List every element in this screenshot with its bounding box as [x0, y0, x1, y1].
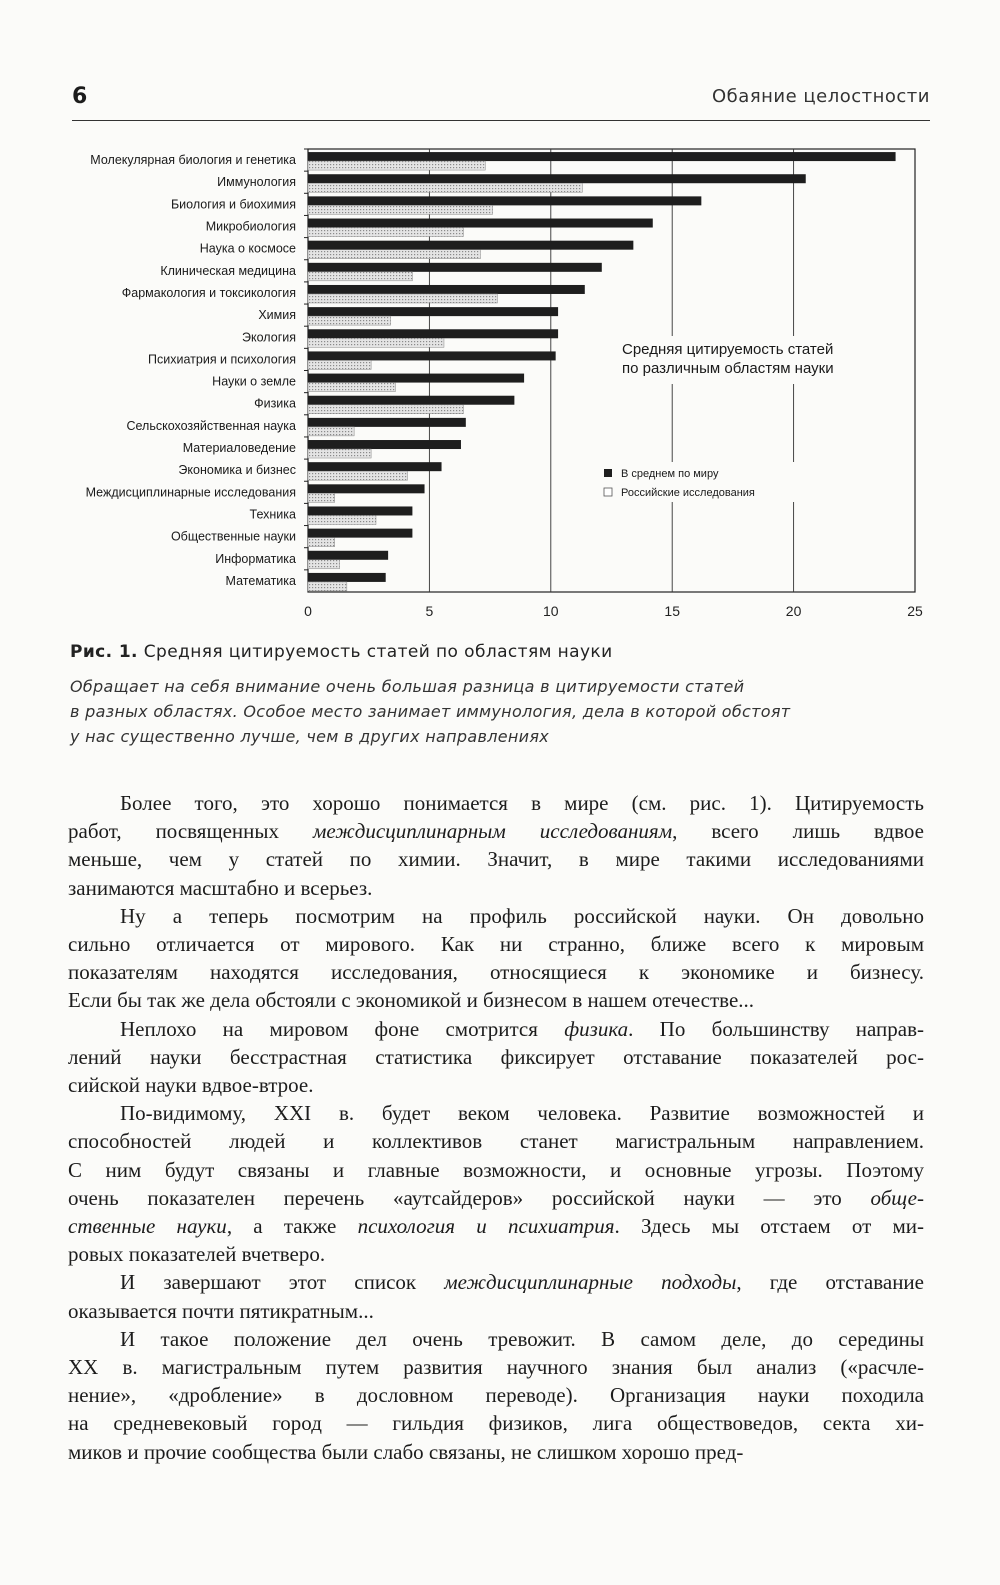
text-line [68, 1240, 924, 1268]
bar-world [308, 529, 412, 538]
caption-label: Рис. 1. [70, 642, 138, 662]
bar-russia [308, 427, 354, 436]
text-line [68, 1409, 924, 1437]
bar-russia [308, 515, 376, 524]
bar-russia [308, 449, 371, 458]
italic-term: психология и психиатрия [357, 1214, 615, 1239]
bar-world [308, 573, 386, 582]
text-run: показателям находятся исследования, относящиеся к экономике и бизнесу. [68, 960, 924, 985]
category-label: Иммунология [217, 175, 296, 190]
bar-world [308, 440, 461, 449]
italic-term: ственные науки [68, 1214, 227, 1239]
text-run: работ, посвященных [68, 819, 314, 844]
figure-caption [70, 642, 950, 749]
text-line [68, 845, 924, 873]
bar-russia [308, 338, 444, 347]
text-run: сильно отличается от мирового. Как ни странно, ближе всего к мировым [68, 932, 924, 957]
body-paragraph [68, 1268, 924, 1324]
x-tick-label: 0 [304, 603, 312, 619]
x-tick-label: 5 [425, 603, 434, 619]
category-label: Математика [225, 573, 296, 588]
text-line [68, 1381, 924, 1409]
body-paragraph [68, 1325, 924, 1466]
text-line [68, 789, 924, 817]
text-line [68, 1325, 924, 1353]
category-label: Техника [249, 507, 296, 522]
caption-title-text: Средняя цитируемость статей по областям науки [143, 642, 613, 662]
category-label: Экология [242, 330, 296, 345]
text-run: Более того, это хорошо понимается в мире (см. рис. 1). Цитируемость [120, 791, 924, 815]
bar-world [308, 484, 425, 493]
body-paragraph [68, 1099, 924, 1268]
bar-russia [308, 205, 493, 214]
bar-world [308, 551, 388, 560]
category-label: Клиническая медицина [160, 263, 296, 278]
text-line [68, 1099, 924, 1127]
bar-russia [308, 471, 408, 480]
bar-russia [308, 538, 335, 547]
bar-world [308, 307, 558, 316]
text-run: занимаются масштабно и всерьез. [68, 875, 373, 900]
x-tick-label: 25 [907, 603, 923, 619]
italic-term: обще- [870, 1185, 924, 1210]
text-run: миков и прочие сообщества были слабо связаны, не слишком хорошо пред- [68, 1439, 744, 1464]
bar-world [308, 329, 558, 338]
category-label: Науки о земле [212, 374, 296, 389]
category-label: Микробиология [205, 219, 296, 234]
bar-russia [308, 493, 335, 502]
bar-russia [308, 316, 391, 325]
text-run: По-видимому, XXI в. будет веком человека. Развитие возможностей и [120, 1101, 924, 1126]
chart-svg [60, 140, 940, 630]
category-label: Материаловедение [182, 441, 296, 456]
bar-russia [308, 560, 340, 569]
legend-swatch-world [604, 469, 612, 477]
text-line [68, 930, 924, 958]
bar-world [308, 374, 524, 383]
bar-russia [308, 294, 497, 303]
text-run: , где отставание [736, 1270, 924, 1295]
category-label: Биология и биохимия [170, 197, 296, 212]
category-label: Молекулярная биология и генетика [90, 153, 296, 168]
text-run: лений науки бесстрастная статистика фиксирует отставание показателей рос- [68, 1044, 924, 1069]
category-label: Психиатрия и психология [148, 352, 296, 367]
bar-world [308, 285, 585, 294]
caption-note [70, 674, 950, 749]
legend-label-russia: Российские исследования [621, 487, 755, 499]
text-line [68, 1438, 924, 1466]
bar-russia [308, 582, 347, 591]
text-run: И завершают этот список [120, 1270, 445, 1295]
bar-world [308, 219, 653, 228]
bar-russia [308, 161, 485, 170]
bar-world [308, 351, 556, 360]
bar-world [308, 506, 412, 515]
italic-term: междисциплинарные подходы [444, 1270, 737, 1295]
text-run: оказывается почти пятикратным... [68, 1298, 374, 1323]
bar-russia [308, 272, 412, 281]
text-line [68, 874, 924, 902]
bar-world [308, 263, 602, 272]
citation-chart [60, 140, 940, 630]
inset-title-line2: по различным областям науки [622, 360, 834, 377]
text-run: способностей людей и коллективов станет магистральным направлением. [68, 1129, 924, 1154]
bar-world [308, 152, 896, 161]
bar-world [308, 196, 701, 205]
body-paragraph [68, 902, 924, 1015]
bar-russia [308, 360, 371, 369]
text-run: . По большинству направ- [628, 1016, 924, 1041]
text-run: Если бы так же дела обстояли с экономикой и бизнесом в нашем отечестве... [68, 988, 755, 1013]
text-run: , всего лишь вдвое [672, 819, 924, 844]
text-run: XX в. магистральным путем развития научного знания был анализ («расчле- [68, 1355, 924, 1380]
text-run: ровых показателей вчетверо. [68, 1242, 326, 1267]
text-line [68, 817, 924, 845]
category-label: Фармакология и токсикология [121, 285, 296, 300]
text-line [68, 986, 924, 1014]
bar-russia [308, 250, 480, 259]
body-paragraph [68, 789, 924, 902]
running-title: Обаяние целостности [712, 86, 930, 107]
category-label: Междисциплинарные исследования [85, 485, 296, 500]
text-run: И такое положение дел очень тревожит. В самом деле, до середины [120, 1326, 924, 1351]
text-line [68, 1043, 924, 1071]
text-line [68, 1184, 924, 1212]
text-run: сийской науки вдвое-втрое. [68, 1073, 314, 1098]
text-run: Неплохо на мировом фоне смотрится [120, 1016, 565, 1041]
caption-note-line: у нас существенно лучше, чем в других направлениях [70, 727, 550, 746]
category-label: Наука о космосе [199, 241, 296, 256]
text-line [68, 1212, 924, 1240]
body-paragraph [68, 1015, 924, 1100]
bar-world [308, 396, 514, 405]
legend-label-world: В среднем по миру [621, 468, 719, 480]
text-run: , а также [226, 1214, 358, 1239]
bar-russia [308, 383, 395, 392]
bar-world [308, 462, 442, 471]
category-label: Общественные науки [170, 529, 296, 544]
bar-world [308, 174, 806, 183]
category-label: Информатика [215, 551, 296, 566]
text-run: нение», «дробление» в дословном переводе). Организация науки походила [68, 1383, 924, 1408]
x-tick-label: 15 [664, 603, 680, 619]
text-line [68, 958, 924, 986]
x-tick-label: 10 [543, 603, 559, 619]
caption-note-line: Обращает на себя внимание очень большая разница в цитируемости статей [70, 677, 745, 696]
category-label: Физика [254, 396, 296, 411]
bar-world [308, 241, 633, 250]
text-run: С ним будут связаны и главные возможности, и основные угрозы. Поэтому [68, 1157, 924, 1182]
legend-swatch-russia [604, 488, 612, 496]
body-text [68, 789, 924, 1466]
category-label: Сельскохозяйственная наука [126, 418, 296, 433]
text-line [68, 1127, 924, 1155]
caption-note-line: в разных областях. Особое место занимает иммунология, дела в которой обстоят [70, 702, 791, 721]
text-run: . Здесь мы отстаем от ми- [614, 1214, 924, 1239]
text-line [68, 902, 924, 930]
caption-title [70, 642, 950, 662]
x-tick-label: 20 [785, 603, 802, 619]
text-line [68, 1015, 924, 1043]
bar-russia [308, 228, 463, 237]
text-line [68, 1268, 924, 1296]
bar-russia [308, 183, 582, 192]
text-line [68, 1353, 924, 1381]
page-header [72, 76, 930, 121]
text-line [68, 1297, 924, 1325]
inset-title-line1: Средняя цитируемость статей [622, 341, 834, 358]
text-line [68, 1071, 924, 1099]
text-run: меньше, чем у статей по химии. Значит, в мире такими исследованиями [68, 847, 924, 872]
bar-russia [308, 405, 463, 414]
text-run: Ну а теперь посмотрим на профиль российской науки. Он довольно [120, 903, 924, 928]
text-line [68, 1156, 924, 1184]
bar-world [308, 418, 466, 427]
text-run: очень показателен перечень «аутсайдеров» российской науки — это [68, 1185, 871, 1210]
category-label: Химия [258, 308, 296, 323]
text-run: на средневековый город — гильдия физиков, лига обществоведов, секта хи- [68, 1411, 924, 1436]
page-number: 6 [72, 84, 88, 109]
italic-term: физика [564, 1016, 629, 1041]
category-label: Экономика и бизнес [178, 463, 296, 478]
italic-term: междисциплинарным исследованиям [313, 819, 673, 844]
